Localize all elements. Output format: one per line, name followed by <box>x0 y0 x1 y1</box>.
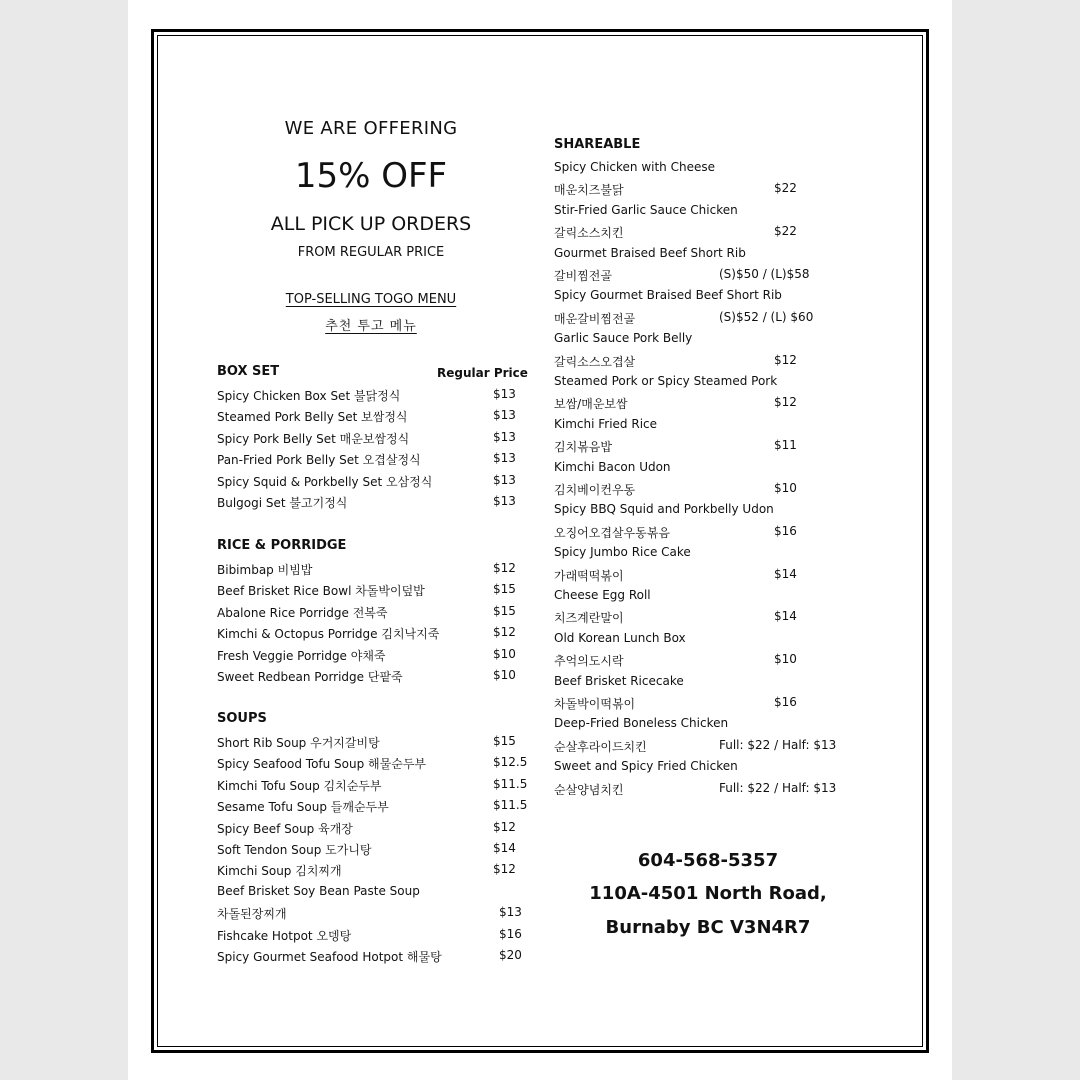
menu-item-name: Fresh Veggie Porridge 야채죽 <box>217 648 386 663</box>
offer-line-1: WE ARE OFFERING <box>284 118 458 139</box>
shareable-item-name-kr: 보쌈/매운보쌈 <box>554 397 628 412</box>
shareable-item-name-en: Spicy Jumbo Rice Cake <box>554 545 691 560</box>
menu-item-name: 차돌된장찌개 <box>217 907 287 922</box>
menu-item-name: Spicy Beef Soup 육개장 <box>217 821 353 836</box>
shareable-item-price: (S)$50 / (L)$58 <box>719 267 810 281</box>
menu-item-price: $11.5 <box>493 798 528 813</box>
shareable-item-name-kr: 오징어오겹살우동볶음 <box>554 525 670 540</box>
shareable-item-name-en: Stir-Fried Garlic Sauce Chicken <box>554 202 738 217</box>
menu-item-name: Spicy Seafood Tofu Soup 해물순두부 <box>217 757 427 772</box>
menu-item-name: Spicy Gourmet Seafood Hotpot 해물탕 <box>217 950 442 964</box>
togo-menu-title-kr: 추천 투고 메뉴 <box>325 319 417 334</box>
menu-item-price: $13 <box>493 451 516 466</box>
shareable-item-name-kr: 갈릭소스오겹살 <box>554 354 636 369</box>
menu-item-price: $12 <box>493 625 516 640</box>
shareable-item-name-kr: 순살후라이드치킨 <box>554 739 647 754</box>
offer-line-4: FROM REGULAR PRICE <box>297 245 445 260</box>
menu-item-price: $16 <box>499 926 522 941</box>
shareable-item-price: $11 <box>774 438 797 453</box>
shareable-item-name-en: Old Korean Lunch Box <box>554 630 686 645</box>
menu-item-price: $13 <box>493 408 516 423</box>
shareable-item-name-kr: 매운갈비찜전골 <box>554 311 636 326</box>
contact-address-line-1: 110A-4501 North Road, <box>589 883 827 904</box>
menu-item-price: $13 <box>493 494 516 508</box>
menu-item-price: $12.5 <box>493 755 528 770</box>
menu-item-name: Bibimbap 비빔밥 <box>217 563 313 577</box>
shareable-item-name-en: Kimchi Bacon Udon <box>554 459 671 474</box>
menu-item-name: Spicy Squid & Porkbelly Set 오삼정식 <box>217 474 433 489</box>
contact-phone: 604-568-5357 <box>637 850 779 871</box>
menu-item-price: $10 <box>493 668 516 682</box>
shareable-item-name-kr: 차돌박이떡볶이 <box>554 697 636 711</box>
menu-item-price: $13 <box>493 472 516 487</box>
togo-menu-title-en: TOP-SELLING TOGO MENU <box>285 292 457 307</box>
menu-item-price: $13 <box>499 905 522 920</box>
menu-item-price: $12 <box>493 561 516 575</box>
menu-item-price: $10 <box>493 646 516 661</box>
shareable-item-name-kr: 갈릭소스치킨 <box>554 226 624 241</box>
shareable-item-name-en: Spicy Gourmet Braised Beef Short Rib <box>554 288 782 303</box>
shareable-item-price: $16 <box>774 695 797 709</box>
shareable-item-price: Full: $22 / Half: $13 <box>719 737 837 752</box>
menu-item-name: Steamed Pork Belly Set 보쌈정식 <box>217 410 408 425</box>
shareable-item-price: $12 <box>774 352 797 367</box>
regular-price-header: Regular Price <box>437 366 528 380</box>
shareable-item-price: $14 <box>774 609 797 624</box>
menu-item-name: Soft Tendon Soup 도가니탕 <box>217 843 372 857</box>
shareable-item-price: $10 <box>774 481 797 495</box>
shareable-item-name-en: Sweet and Spicy Fried Chicken <box>554 759 738 774</box>
offer-line-3: ALL PICK UP ORDERS <box>270 213 472 235</box>
menu-item-name: Sweet Redbean Porridge 단팥죽 <box>217 670 403 684</box>
offer-discount: 15% OFF <box>294 156 448 196</box>
shareable-item-price: $10 <box>774 652 797 667</box>
menu-item-name: Spicy Chicken Box Set 불닭정식 <box>217 389 401 403</box>
shareable-item-price: $22 <box>774 181 797 196</box>
menu-item-name: Spicy Pork Belly Set 매운보쌈정식 <box>217 431 410 446</box>
shareable-item-name-kr: 추억의도시락 <box>554 654 624 669</box>
shareable-item-price: $16 <box>774 523 797 538</box>
shareable-item-name-kr: 매운치즈불닭 <box>554 183 624 198</box>
menu-item-price: $15 <box>493 734 516 748</box>
shareable-item-name-kr: 가래떡떡볶이 <box>554 568 624 583</box>
shareable-item-name-kr: 김치볶음밥 <box>554 440 612 455</box>
shareable-item-price: $14 <box>774 566 797 581</box>
togo-menu-subtitle <box>216 315 526 334</box>
menu-item-price: $13 <box>493 429 516 444</box>
menu-item-name: Pan-Fried Pork Belly Set 오겹살정식 <box>217 453 421 468</box>
shareable-item-price: (S)$52 / (L) $60 <box>719 309 814 324</box>
menu-item-name: Short Rib Soup 우거지갈비탕 <box>217 736 380 750</box>
menu-item-price: $13 <box>493 387 516 401</box>
contact-address-line-2: Burnaby BC V3N4R7 <box>605 917 811 938</box>
shareable-item-name-en: Garlic Sauce Pork Belly <box>554 331 693 346</box>
shareable-item-price: $22 <box>774 224 797 239</box>
menu-item-price: $20 <box>499 948 522 962</box>
togo-menu-title <box>216 292 526 307</box>
menu-item-name: Kimchi Tofu Soup 김치순두부 <box>217 778 382 793</box>
shareable-item-name-en: Beef Brisket Ricecake <box>554 673 684 688</box>
shareable-item-name-kr: 김치베이컨우동 <box>554 483 636 497</box>
menu-item-price: $12 <box>493 862 516 877</box>
shareable-item-name-en: Deep-Fried Boneless Chicken <box>554 716 729 731</box>
menu-item-price: $14 <box>493 841 516 855</box>
shareable-item-price: $12 <box>774 395 797 410</box>
shareable-item-name-en: Spicy Chicken with Cheese <box>554 160 715 174</box>
shareable-item-price: Full: $22 / Half: $13 <box>719 780 837 795</box>
menu-item-name: Kimchi Soup 김치찌개 <box>217 864 342 879</box>
shareable-item-name-en: Kimchi Fried Rice <box>554 416 658 431</box>
menu-item-price: $12 <box>493 819 516 834</box>
shareable-item-name-kr: 순살양념치킨 <box>554 782 624 797</box>
menu-item-name: Kimchi & Octopus Porridge 김치낙지죽 <box>217 627 440 642</box>
menu-item-price: $15 <box>493 582 516 597</box>
shareable-item-name-en: Spicy BBQ Squid and Porkbelly Udon <box>554 502 774 517</box>
shareable-item-name-en: Cheese Egg Roll <box>554 588 651 602</box>
shareable-item-name-en: Gourmet Braised Beef Short Rib <box>554 245 746 260</box>
section-title-rice-porridge: RICE & PORRIDGE <box>217 538 347 553</box>
section-title-shareable: SHAREABLE <box>554 137 641 152</box>
menu-item-name: Abalone Rice Porridge 전복죽 <box>217 605 388 620</box>
shareable-item-name-kr: 갈비찜전골 <box>554 269 612 283</box>
menu-item-price: $11.5 <box>493 776 528 791</box>
menu-item-name: Fishcake Hotpot 오뎅탕 <box>217 928 352 943</box>
menu-item-price: $15 <box>493 603 516 618</box>
section-title-box-set: BOX SET <box>217 364 280 379</box>
section-title-soups: SOUPS <box>217 711 267 726</box>
shareable-item-name-en: Steamed Pork or Spicy Steamed Pork <box>554 374 778 388</box>
menu-item-name: Beef Brisket Soy Bean Paste Soup <box>217 883 420 898</box>
menu-item-name: Sesame Tofu Soup 들깨순두부 <box>217 800 389 815</box>
menu-item-name: Bulgogi Set 불고기정식 <box>217 496 348 510</box>
menu-item-name: Beef Brisket Rice Bowl 차돌박이덮밥 <box>217 584 425 599</box>
shareable-item-name-kr: 치즈계란말이 <box>554 611 624 626</box>
